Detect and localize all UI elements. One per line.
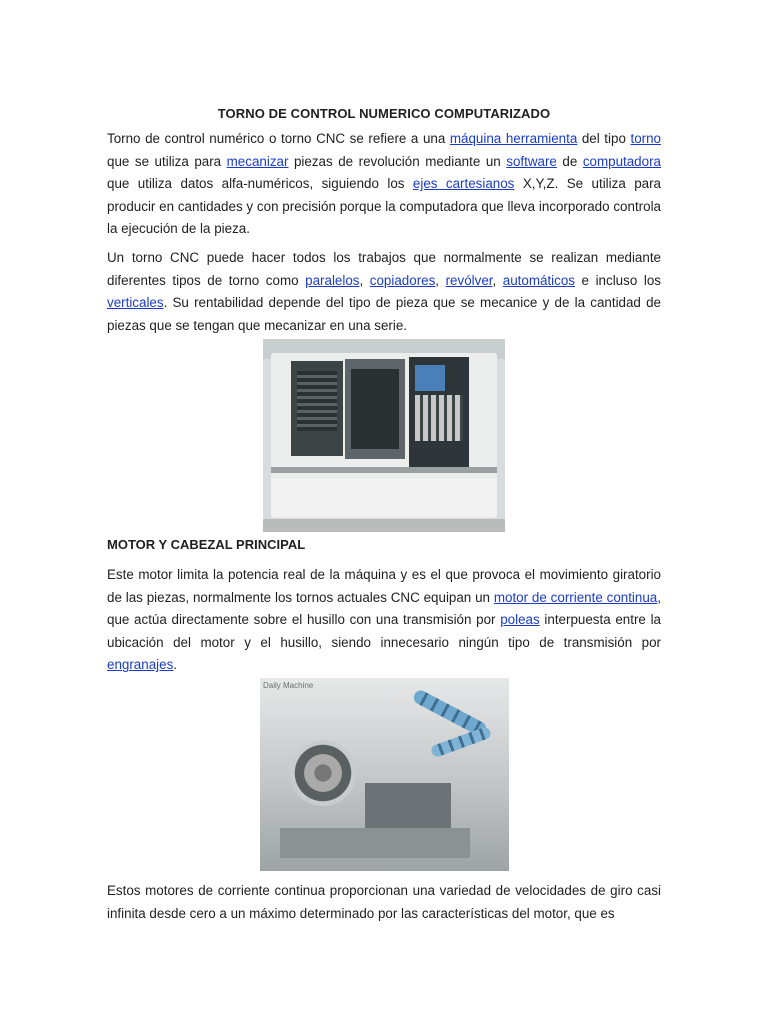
machine-window [351, 369, 399, 449]
text: de [556, 153, 583, 169]
machine-grill [297, 371, 337, 431]
text: , que actúa directamente sobre el husillo con una transmisión por [107, 589, 661, 628]
text: . [173, 657, 177, 673]
text: del tipo [577, 131, 631, 146]
machine-stripe [271, 467, 497, 473]
link-engranajes[interactable]: engranajes [107, 657, 174, 673]
page-title: TORNO DE CONTROL NUMERICO COMPUTARIZADO [217, 106, 551, 121]
text: , [435, 272, 446, 288]
text: piezas de revolución mediante un [288, 153, 507, 169]
link-motor-corriente-continua[interactable]: motor de corriente continua [493, 589, 658, 605]
section-heading: MOTOR Y CABEZAL PRINCIPAL [107, 537, 306, 552]
text: Torno de control numérico o torno CNC se refiere a una [107, 131, 450, 146]
cnc-lathe-photo [263, 339, 505, 532]
link-copiadores[interactable]: copiadores [369, 272, 436, 288]
photo-floor [263, 519, 505, 532]
machine-base [271, 479, 497, 517]
link-poleas[interactable]: poleas [500, 612, 540, 628]
text: X,Y,Z. Se utiliza para producir en cantidades y con precisión porque la computadora que lleva incorporado controla la ejecución de la pieza. [107, 176, 662, 237]
text: , [359, 272, 370, 288]
link-paralelos[interactable]: paralelos [305, 272, 360, 288]
link-torno[interactable]: torno [630, 131, 662, 146]
text: interpuesta entre la ubicación del motor y el husillo, siendo innecesario ningún tipo de transmisión por [107, 612, 662, 650]
chuck [290, 740, 356, 806]
link-software[interactable]: software [506, 153, 557, 169]
link-mecanizar[interactable]: mecanizar [226, 153, 289, 169]
lathe-interior-photo [260, 678, 509, 871]
text: , [492, 272, 503, 288]
paragraph-intro [107, 128, 661, 241]
link-ejes-cartesianos[interactable]: ejes cartesianos [412, 176, 515, 192]
paragraph-motor [107, 564, 661, 677]
link-verticales[interactable]: verticales [107, 295, 164, 311]
text: . Su rentabilidad depende del tipo de pieza que se mecanice y de la cantidad de piezas que se tengan que mecanizar en una serie. [107, 295, 661, 333]
link-computadora[interactable]: computadora [582, 153, 661, 169]
carriage [280, 828, 470, 858]
control-keypad [415, 395, 463, 441]
text: e incluso los [574, 272, 661, 288]
link-automaticos[interactable]: automáticos [502, 272, 575, 288]
text: Estos motores de corriente continua proporcionan una variedad de velocidades de giro casi infinita desde cero a un máximo determinado por las características del motor, que es [107, 883, 661, 921]
paragraph-types [107, 247, 661, 337]
text: Un torno CNC puede hacer todos los trabajos que normalmente se realizan mediante diferentes tipos de torno como [107, 250, 661, 288]
text: que utiliza datos alfa-numéricos, siguiendo los [107, 176, 413, 192]
link-revolver[interactable]: revólver [445, 272, 493, 288]
text: que se utiliza para [107, 153, 227, 169]
text: Este motor limita la potencia real de la máquina y es el que provoca el movimiento giratorio de las piezas, normalmente los tornos actuales CNC equipan un [107, 567, 661, 605]
photo-watermark: Daily Machine [263, 681, 314, 690]
paragraph-speeds [107, 880, 661, 925]
link-maquina-herramienta[interactable]: máquina herramienta [449, 131, 578, 146]
control-screen [415, 365, 445, 391]
